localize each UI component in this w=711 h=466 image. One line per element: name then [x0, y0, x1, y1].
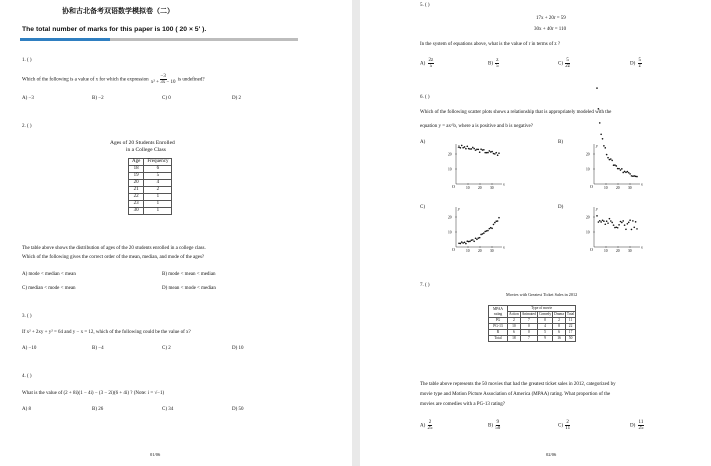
scatter-point — [473, 148, 475, 150]
q7-choice-d: D) $\frac{11}{25}$ — [630, 420, 644, 431]
scatter-point — [482, 149, 484, 151]
scatter-plot-b — [578, 140, 648, 203]
scatter-point — [610, 158, 612, 160]
scatter-point — [598, 221, 600, 223]
scatter-point — [631, 229, 633, 231]
scatter-point — [466, 146, 468, 148]
q1-frac-den: x² + 3x − 10 — [150, 80, 176, 85]
scatter-point — [622, 220, 624, 222]
table-row: 22 1 — [129, 194, 172, 201]
scatter-point — [480, 234, 482, 236]
q7-text-3: movies are comedies with a PG-13 rating? — [420, 402, 505, 407]
q2-text-1: The table above shows the distribution of ages of the 20 students enrolled in a college class. — [22, 246, 206, 251]
scatter-point — [620, 221, 622, 223]
scatter-point — [607, 222, 609, 224]
scatter-point — [610, 220, 612, 222]
scatter-point — [625, 172, 627, 174]
scatter-point — [484, 152, 486, 154]
q1-choice-a: A) −3 — [22, 96, 34, 101]
q1-choice-c: C) 0 — [162, 96, 171, 101]
scatter-point — [600, 133, 602, 135]
scatter-point — [627, 223, 629, 225]
scatter-point — [465, 148, 467, 150]
plot-a-label: A) — [420, 140, 426, 145]
col-header: Comedy — [538, 312, 552, 316]
q5-choice-c: C) $\frac{5}{2z}$ — [558, 58, 570, 69]
x-tick-label: 10 — [604, 186, 608, 190]
scatter-point — [462, 242, 464, 244]
scatter-point — [478, 149, 480, 151]
scatter-point — [479, 237, 481, 239]
scatter-point — [617, 168, 619, 170]
scatter-point — [632, 175, 634, 177]
scatter-plot-c — [440, 203, 510, 266]
scatter-point — [462, 147, 464, 149]
scatter-point — [603, 220, 605, 222]
scatter-point — [624, 224, 626, 226]
scatter-point — [495, 152, 497, 154]
scatter-point — [598, 108, 600, 110]
q1-text-b: is undefined? — [177, 77, 205, 83]
x-axis-label: x — [641, 181, 643, 187]
scatter-point — [604, 147, 606, 149]
q1-number: 1. ( ) — [22, 58, 32, 63]
q4-choice-b: B) 26 — [92, 407, 104, 412]
scatter-point — [480, 148, 482, 150]
q4-choice-d: D) 50 — [232, 407, 244, 412]
scatter-point — [478, 237, 480, 239]
scatter-point — [487, 230, 489, 232]
x-tick-label: 20 — [616, 249, 620, 253]
scatter-point — [629, 219, 631, 221]
q5-choice-d: D) $\frac{5}{z}$ — [630, 58, 642, 69]
scatter-point — [616, 165, 618, 167]
scatter-point — [491, 228, 493, 230]
x-tick-label: 20 — [478, 186, 482, 190]
scatter-point — [609, 218, 611, 220]
table-row: 21 2 — [129, 187, 172, 194]
q3-choice-b: B) −4 — [92, 346, 104, 351]
scatter-point — [472, 147, 474, 149]
col-header-age: Age — [129, 159, 144, 166]
y-tick-label: 10 — [586, 230, 590, 235]
y-tick-label: 20 — [586, 152, 590, 157]
q3-choice-a: A) −10 — [22, 346, 37, 351]
q7-text-1: The table above represents the 50 movies that had the greatest ticket sales in 2012, categorized by — [420, 382, 616, 387]
scatter-point — [633, 175, 635, 177]
scatter-point — [606, 154, 608, 156]
scatter-point — [461, 241, 463, 243]
scatter-point — [469, 148, 471, 150]
rating-header: MPAA rating — [489, 306, 508, 318]
col-header: Action — [509, 312, 519, 316]
movie-ratings-table — [488, 305, 576, 342]
y-tick-label: 20 — [448, 215, 452, 220]
x-tick-label: 20 — [478, 249, 482, 253]
col-header: Total — [566, 312, 575, 316]
q2-choice-a: A) mode < median < mean — [22, 272, 76, 277]
q2-choice-d: D) mean < mode < median — [162, 286, 216, 291]
scatter-point — [613, 224, 615, 226]
scatter-point — [620, 169, 622, 171]
x-axis-label: x — [503, 244, 505, 250]
q4-text: What is the value of (2 + 8i)(1 − 4i) − (3 − 2i)(6 + 4i) ? (Note: i = √−1) — [22, 391, 165, 396]
q7-number: 7. ( ) — [420, 283, 430, 288]
scatter-point — [483, 232, 485, 234]
col-header: Animated — [521, 312, 536, 316]
y-tick-label: 20 — [586, 215, 590, 220]
scatter-point — [479, 151, 481, 153]
scatter-point — [475, 149, 477, 151]
scatter-point — [631, 175, 633, 177]
scatter-point — [486, 230, 488, 232]
scatter-point — [489, 228, 491, 230]
scatter-point — [617, 227, 619, 229]
scatter-point — [476, 238, 478, 240]
q5-choice-a: A) $\frac{2z}{5}$ — [420, 58, 434, 69]
table-row: 30 1 — [129, 208, 172, 215]
scatter-point — [460, 147, 462, 149]
x-tick-label: 30 — [628, 186, 632, 190]
scatter-point — [494, 153, 496, 155]
scatter-point — [484, 231, 486, 233]
table-row: 20 4 — [129, 180, 172, 187]
q7-text-2: movie type and Motion Picture Association of America (MPAA) rating. What proportion of the — [420, 392, 611, 397]
scatter-point — [471, 148, 473, 150]
scatter-point — [618, 168, 620, 170]
scatter-point — [632, 220, 634, 222]
scatter-point — [611, 222, 613, 224]
scatter-point — [621, 222, 623, 224]
scatter-point — [600, 221, 602, 223]
scatter-point — [465, 243, 467, 245]
scatter-point — [468, 148, 470, 150]
origin-label: O — [590, 247, 593, 252]
y-axis-label: y — [596, 206, 598, 211]
scatter-point — [469, 241, 471, 243]
scatter-point — [466, 240, 468, 242]
q2-table-title-1: Ages of 20 Students Enrolled — [110, 140, 175, 146]
scatter-plot-d — [578, 203, 648, 266]
scatter-point — [472, 239, 474, 241]
scatter-point — [636, 176, 638, 178]
plot-c-label: C) — [420, 205, 425, 210]
table-row: R 6 0 5 6 17 — [489, 330, 576, 336]
table-row: PG 2 7 0 2 11 — [489, 318, 576, 324]
q1-stem — [22, 74, 205, 85]
q1-choice-d: D) 2 — [232, 96, 242, 101]
y-axis-label: y — [458, 206, 460, 211]
scatter-point — [494, 222, 496, 224]
scatter-point — [458, 146, 460, 148]
scatter-point — [497, 154, 499, 156]
q6-text-2: equation y = ax^b, where a is positive and b is negative? — [420, 124, 533, 129]
q5-number: 5. ( ) — [420, 3, 430, 8]
scatter-point — [624, 171, 626, 173]
q5-eq1: 17x + 20r = 59 — [536, 16, 566, 21]
scatter-point — [475, 237, 477, 239]
y-axis-label: y — [596, 143, 598, 148]
table-row: 19 5 — [129, 173, 172, 180]
page-number: 02/06 — [546, 452, 557, 457]
q6-number: 6. ( ) — [420, 95, 430, 100]
scatter-point — [464, 146, 466, 148]
scatter-point — [613, 164, 615, 166]
x-tick-label: 10 — [466, 186, 470, 190]
scatter-point — [622, 172, 624, 174]
page-1 — [0, 0, 352, 466]
scatter-point — [458, 243, 460, 245]
q3-choice-c: C) 2 — [162, 346, 171, 351]
y-tick-label: 10 — [448, 167, 452, 172]
scatter-point — [607, 157, 609, 159]
page-number: 01/06 — [150, 452, 161, 457]
table-row: Total 18 7 9 16 50 — [489, 336, 576, 342]
q5-text: In the system of equations above, what is the value of r in terms of z ? — [420, 42, 561, 47]
q1-text-a: Which of the following is a value of x for which the expression — [22, 77, 149, 83]
q3-text: If x² + 2xy + y² = 64 and y − x = 12, which of the following could be the value of x? — [22, 330, 191, 335]
table-row: 23 1 — [129, 201, 172, 208]
scatter-point — [489, 150, 491, 152]
x-tick-label: 20 — [616, 186, 620, 190]
scatter-point — [476, 149, 478, 151]
q4-number: 4. ( ) — [22, 374, 32, 379]
scatter-point — [635, 176, 637, 178]
scatter-point — [611, 160, 613, 162]
page-title: 协和古北备考双语数学模拟卷（二） — [62, 8, 174, 15]
scatter-point — [614, 227, 616, 229]
scatter-point — [602, 219, 604, 221]
table-row: 18 6 — [129, 166, 172, 173]
q4-choice-c: C) 34 — [162, 407, 174, 412]
q5-choice-b: B) $\frac{z}{5}$ — [488, 58, 499, 69]
x-tick-label: 30 — [490, 186, 494, 190]
col-header: Drama — [554, 312, 564, 316]
scatter-point — [498, 152, 500, 154]
scatter-point — [490, 227, 492, 229]
x-tick-label: 10 — [604, 249, 608, 253]
q1-choice-b: B) −2 — [92, 96, 104, 101]
q2-choice-b: B) mode < mean < median — [162, 272, 216, 277]
scatter-point — [493, 153, 495, 155]
header-rule — [20, 38, 298, 41]
scatter-point — [596, 87, 598, 89]
x-tick-label: 30 — [628, 249, 632, 253]
q3-choice-d: D) 10 — [232, 346, 244, 351]
q7-table-title: Movies with Greatest Ticket Sales in 2012 — [506, 292, 578, 297]
scatter-point — [471, 239, 473, 241]
scatter-point — [603, 145, 605, 147]
col-header-frequency: Frequency — [144, 159, 172, 166]
scatter-point — [621, 168, 623, 170]
q5-eq2: 30x + 40r = 110 — [534, 27, 567, 32]
x-tick-label: 10 — [466, 249, 470, 253]
scatter-point — [498, 217, 500, 219]
scatter-point — [604, 223, 606, 225]
scatter-point — [628, 172, 630, 174]
scatter-point — [635, 221, 637, 223]
q2-number: 2. ( ) — [22, 124, 32, 129]
origin-label: O — [590, 184, 593, 189]
y-axis-label: y — [458, 143, 460, 148]
x-axis-label: x — [641, 244, 643, 250]
q2-choice-c: C) median < mode < mean — [22, 286, 76, 291]
scatter-point — [493, 224, 495, 226]
scatter-point — [627, 171, 629, 173]
age-frequency-table — [128, 158, 172, 215]
scatter-point — [487, 152, 489, 154]
origin-label: O — [452, 247, 455, 252]
scatter-point — [495, 220, 497, 222]
scatter-point — [473, 240, 475, 242]
scatter-point — [606, 220, 608, 222]
scatter-point — [602, 138, 604, 140]
q3-number: 3. ( ) — [22, 314, 32, 319]
y-tick-label: 10 — [586, 167, 590, 172]
q2-text-2: Which of the following gives the correct order of the mean, median, and mode of the ages? — [22, 255, 205, 260]
scatter-point — [629, 173, 631, 175]
scatter-point — [497, 220, 499, 222]
scatter-point — [483, 149, 485, 151]
scatter-point — [490, 151, 492, 153]
y-tick-label: 10 — [448, 230, 452, 235]
scatter-point — [482, 233, 484, 235]
scatter-point — [614, 164, 616, 166]
scatter-point — [461, 145, 463, 147]
scatter-point — [596, 215, 598, 217]
q6-text-1: Which of the following scatter plots shows a relationship that is appropriately modeled with the — [420, 110, 612, 115]
scatter-point — [486, 152, 488, 154]
scatter-point — [616, 226, 618, 228]
scatter-point — [464, 241, 466, 243]
scatter-point — [636, 228, 638, 230]
x-axis-label: x — [503, 181, 505, 187]
q7-choice-c: C) $\frac{2}{11}$ — [558, 420, 571, 431]
scatter-plot-a — [440, 140, 510, 203]
page-2 — [360, 0, 711, 466]
x-tick-label: 30 — [490, 249, 494, 253]
q7-choice-b: B) $\frac{9}{50}$ — [488, 420, 501, 431]
scatter-point — [628, 221, 630, 223]
plot-d-label: D) — [558, 205, 564, 210]
type-header: Type of movie — [508, 306, 576, 312]
scatter-point — [599, 220, 601, 222]
scatter-point — [618, 224, 620, 226]
y-tick-label: 20 — [448, 152, 452, 157]
marks-note: The total number of marks for this paper is 100 ( 20 × 5' ). — [22, 26, 207, 33]
scatter-point — [625, 228, 627, 230]
table-row: PG-13 10 0 4 8 22 — [489, 324, 576, 330]
plot-b-label: B) — [558, 140, 563, 145]
scatter-point — [460, 243, 462, 245]
q2-table-title-2: in a College Class — [126, 147, 166, 153]
q7-choice-a: A) $\frac{2}{25}$ — [420, 420, 433, 431]
scatter-point — [468, 241, 470, 243]
origin-label: O — [452, 184, 455, 189]
scatter-point — [491, 151, 493, 153]
q1-fraction — [151, 74, 176, 85]
scatter-point — [633, 226, 635, 228]
q1-frac-num: −3 — [160, 74, 166, 79]
scatter-point — [609, 159, 611, 161]
scatter-point — [599, 122, 601, 124]
q4-choice-a: A) 8 — [22, 407, 32, 412]
